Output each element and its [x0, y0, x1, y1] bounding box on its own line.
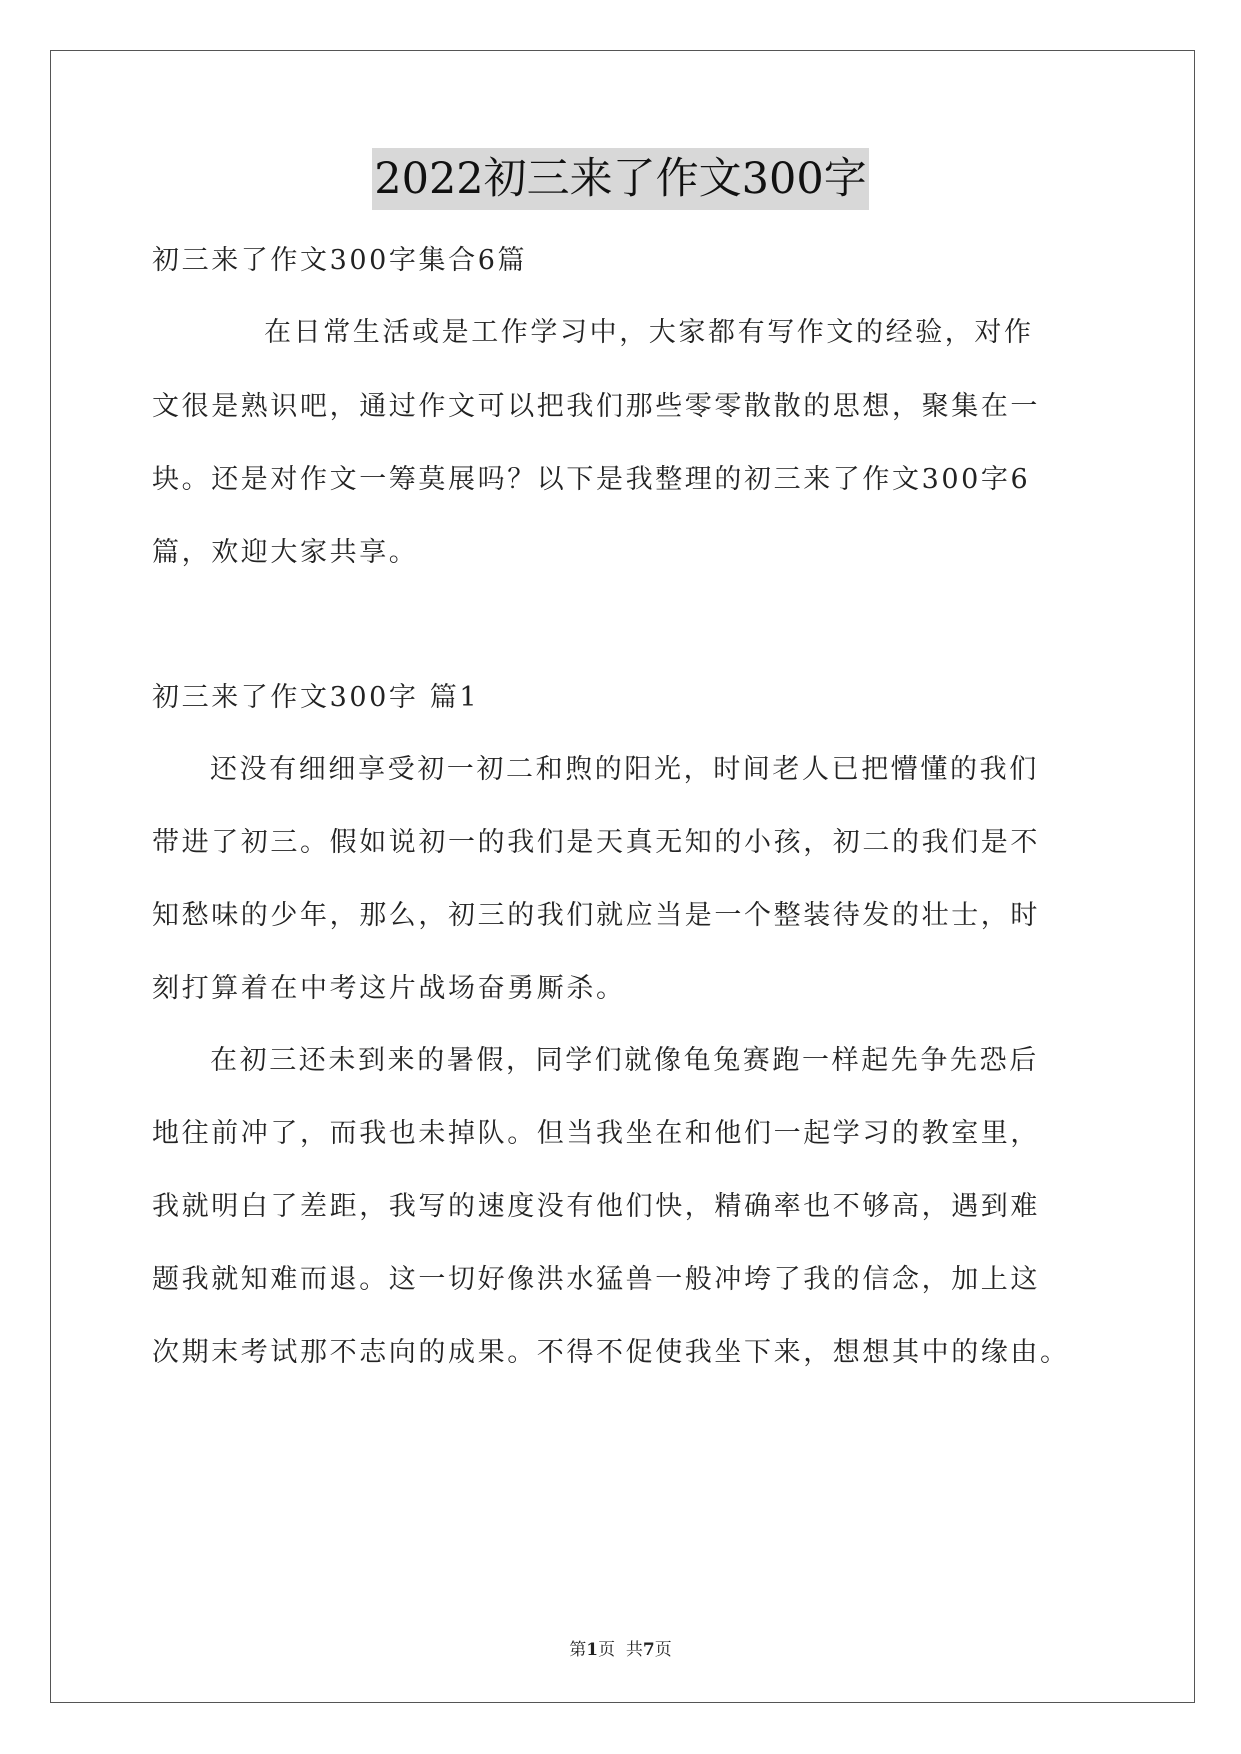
paragraph-line: 知愁味的少年，那么，初三的我们就应当是一个整装待发的壮士，时	[152, 900, 1040, 931]
footer-page-total: 7	[642, 1640, 655, 1660]
paragraph-line: 还没有细细享受初一初二和煦的阳光，时间老人已把懵懂的我们	[210, 754, 1039, 785]
document-title: 2022初三来了作文300字	[372, 148, 869, 210]
section-heading: 初三来了作文300字 篇1	[152, 682, 480, 713]
footer-page-number: 1	[586, 1640, 599, 1660]
footer-mid: 页 共	[598, 1640, 643, 1660]
intro-line: 篇，欢迎大家共享。	[152, 537, 419, 568]
page-footer	[0, 1635, 1241, 1660]
paragraph-line: 地往前冲了，而我也未掉队。但当我坐在和他们一起学习的教室里，	[152, 1118, 1040, 1149]
title-container	[0, 148, 1241, 210]
paragraph-line: 带进了初三。假如说初一的我们是天真无知的小孩，初二的我们是不	[152, 827, 1040, 858]
footer-prefix: 第	[569, 1640, 587, 1660]
paragraph-line: 次期末考试那不志向的成果。不得不促使我坐下来，想想其中的缘由。	[152, 1337, 1070, 1368]
intro-line: 文很是熟识吧，通过作文可以把我们那些零零散散的思想，聚集在一	[152, 391, 1040, 422]
paragraph-line: 题我就知难而退。这一切好像洪水猛兽一般冲垮了我的信念，加上这	[152, 1264, 1040, 1295]
page-frame	[50, 50, 1195, 1703]
document-subtitle: 初三来了作文300字集合6篇	[152, 245, 528, 276]
footer-suffix: 页	[654, 1640, 672, 1660]
paragraph-line: 刻打算着在中考这片战场奋勇厮杀。	[152, 973, 626, 1004]
paragraph-line: 我就明白了差距，我写的速度没有他们快，精确率也不够高，遇到难	[152, 1191, 1040, 1222]
paragraph-line: 在初三还未到来的暑假，同学们就像龟兔赛跑一样起先争先恐后	[210, 1045, 1039, 1076]
intro-line: 在日常生活或是工作学习中，大家都有写作文的经验，对作	[264, 317, 1034, 348]
intro-line: 块。还是对作文一筹莫展吗？以下是我整理的初三来了作文300字6	[152, 464, 1031, 495]
